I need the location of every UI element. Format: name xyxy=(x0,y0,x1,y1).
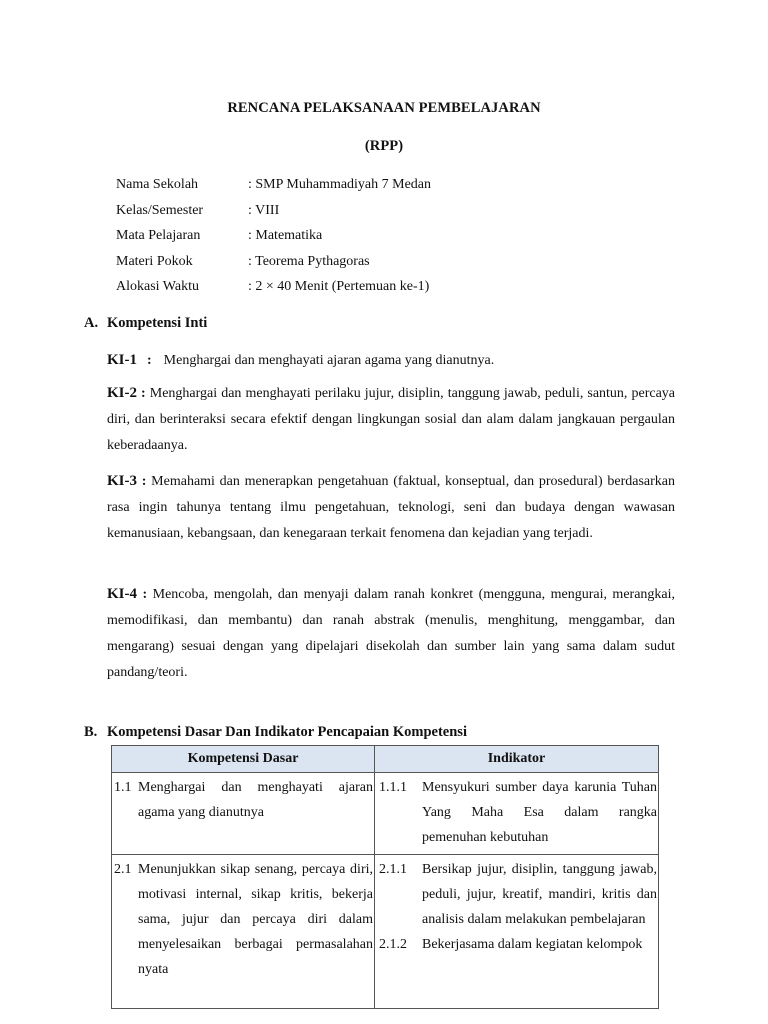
identity-row xyxy=(116,252,431,278)
table-row xyxy=(112,773,659,855)
ki-text: Menghargai dan menghayati ajaran agama yang dianutnya. xyxy=(163,353,495,368)
section-b-heading xyxy=(84,724,467,741)
indikator-number: 1.1.1 xyxy=(379,780,407,795)
ki-code: KI-3 xyxy=(107,473,137,489)
identity-row xyxy=(116,175,431,201)
identity-label: Mata Pelajaran xyxy=(116,228,201,243)
identity-label: Alokasi Waktu xyxy=(116,279,199,294)
identity-block xyxy=(116,175,431,303)
document-title: RENCANA PELAKSANAAN PEMBELAJARAN xyxy=(227,100,541,116)
kd-cell xyxy=(112,773,375,855)
ki-text: Menghargai dan menghayati perilaku jujur, disiplin, tanggung jawab, peduli, santun, percaya diri, dan berinteraksi secara efektif dengan lingkungan sosial dan alam dalam jangkauan pergaulan keberadaanya. xyxy=(107,386,675,453)
ki-text: Memahami dan menerapkan pengetahuan (faktual, konseptual, dan prosedural) berdasarkan rasa ingin tahunya tentang ilmu pengetahuan, teknologi, seni dan budaya dengan wawasan kemanusiaan, kebangsaan, dan kenegaraan terkait fenomena dan kejadian yang terjadi. xyxy=(107,474,676,541)
kd-number: 1.1 xyxy=(114,780,132,795)
indikator-number: 2.1.1 xyxy=(379,862,407,877)
table-row xyxy=(112,855,659,1009)
identity-row xyxy=(116,201,431,227)
kd-cell xyxy=(112,855,375,1009)
document-subtitle: (RPP) xyxy=(364,138,404,154)
kd-text: Menghargai dan menghayati ajaran agama yang dianutnya xyxy=(138,780,373,820)
identity-value: : Matematika xyxy=(248,228,323,243)
table-header-row xyxy=(112,746,659,773)
ki-separator: : xyxy=(141,386,146,401)
indikator-text: Bersikap jujur, disiplin, tanggung jawab, peduli, jujur, kreatif, mandiri, kritis dan analisis dalam melakukan pembelajaran xyxy=(422,862,657,927)
indikator-number: 2.1.2 xyxy=(379,937,407,952)
indikator-cell xyxy=(375,773,659,855)
identity-value: : VIII xyxy=(248,202,280,218)
kd-indikator-table xyxy=(111,745,659,1009)
kd-number: 2.1 xyxy=(114,862,132,877)
identity-value: : 2 × 40 Menit (Pertemuan ke-1) xyxy=(248,279,430,294)
section-a-heading xyxy=(84,315,207,332)
identity-label: Materi Pokok xyxy=(116,253,193,269)
kd-text: Menunjukkan sikap senang, percaya diri, motivasi internal, sikap kritis, bekerja sama, jujur dan percaya diri dalam menyelesaikan berbagai permasalahan nyata xyxy=(138,862,373,977)
ki-2-paragraph xyxy=(107,380,675,459)
ki-3-paragraph xyxy=(107,468,675,547)
indikator-text: Mensyukuri sumber daya karunia Tuhan Yang Maha Esa dalam rangka pemenuhan kebutuhan xyxy=(422,780,657,845)
section-letter: A. xyxy=(84,315,99,331)
ki-separator: : xyxy=(141,474,147,489)
ki-code: KI-2 xyxy=(107,385,137,401)
indikator-cell xyxy=(375,855,659,1009)
identity-label: Kelas/Semester xyxy=(116,202,204,218)
ki-code: KI-4 xyxy=(107,586,137,602)
indikator-text: Bekerjasama dalam kegiatan kelompok xyxy=(422,937,643,952)
ki-text: Mencoba, mengolah, dan menyaji dalam ranah konkret (mengguna, mengurai, merangkai, memodifikasi, dan membantu) dan ranah abstrak (menulis, menghitung, menggambar, dan mengarang) sesuai dengan yang dipelajari disekolah dan sumber lain yang sama dalam sudut pandang/teori. xyxy=(107,587,676,680)
ki-4-paragraph xyxy=(107,581,675,686)
identity-row xyxy=(116,226,431,252)
ki-separator: : xyxy=(147,353,152,368)
section-title: Kompetensi Inti xyxy=(107,315,208,331)
header-indikator: Indikator xyxy=(375,746,659,773)
identity-row xyxy=(116,277,431,303)
section-letter: B. xyxy=(84,724,98,740)
ki-separator: : xyxy=(142,587,148,602)
identity-value: : SMP Muhammadiyah 7 Medan xyxy=(248,177,432,192)
ki-1-paragraph xyxy=(107,347,675,374)
header-kompetensi-dasar: Kompetensi Dasar xyxy=(112,746,375,773)
identity-value: : Teorema Pythagoras xyxy=(248,253,370,269)
section-title: Kompetensi Dasar Dan Indikator Pencapaian Kompetensi xyxy=(107,724,467,740)
ki-code: KI-1 xyxy=(107,352,137,368)
identity-label: Nama Sekolah xyxy=(116,177,199,192)
